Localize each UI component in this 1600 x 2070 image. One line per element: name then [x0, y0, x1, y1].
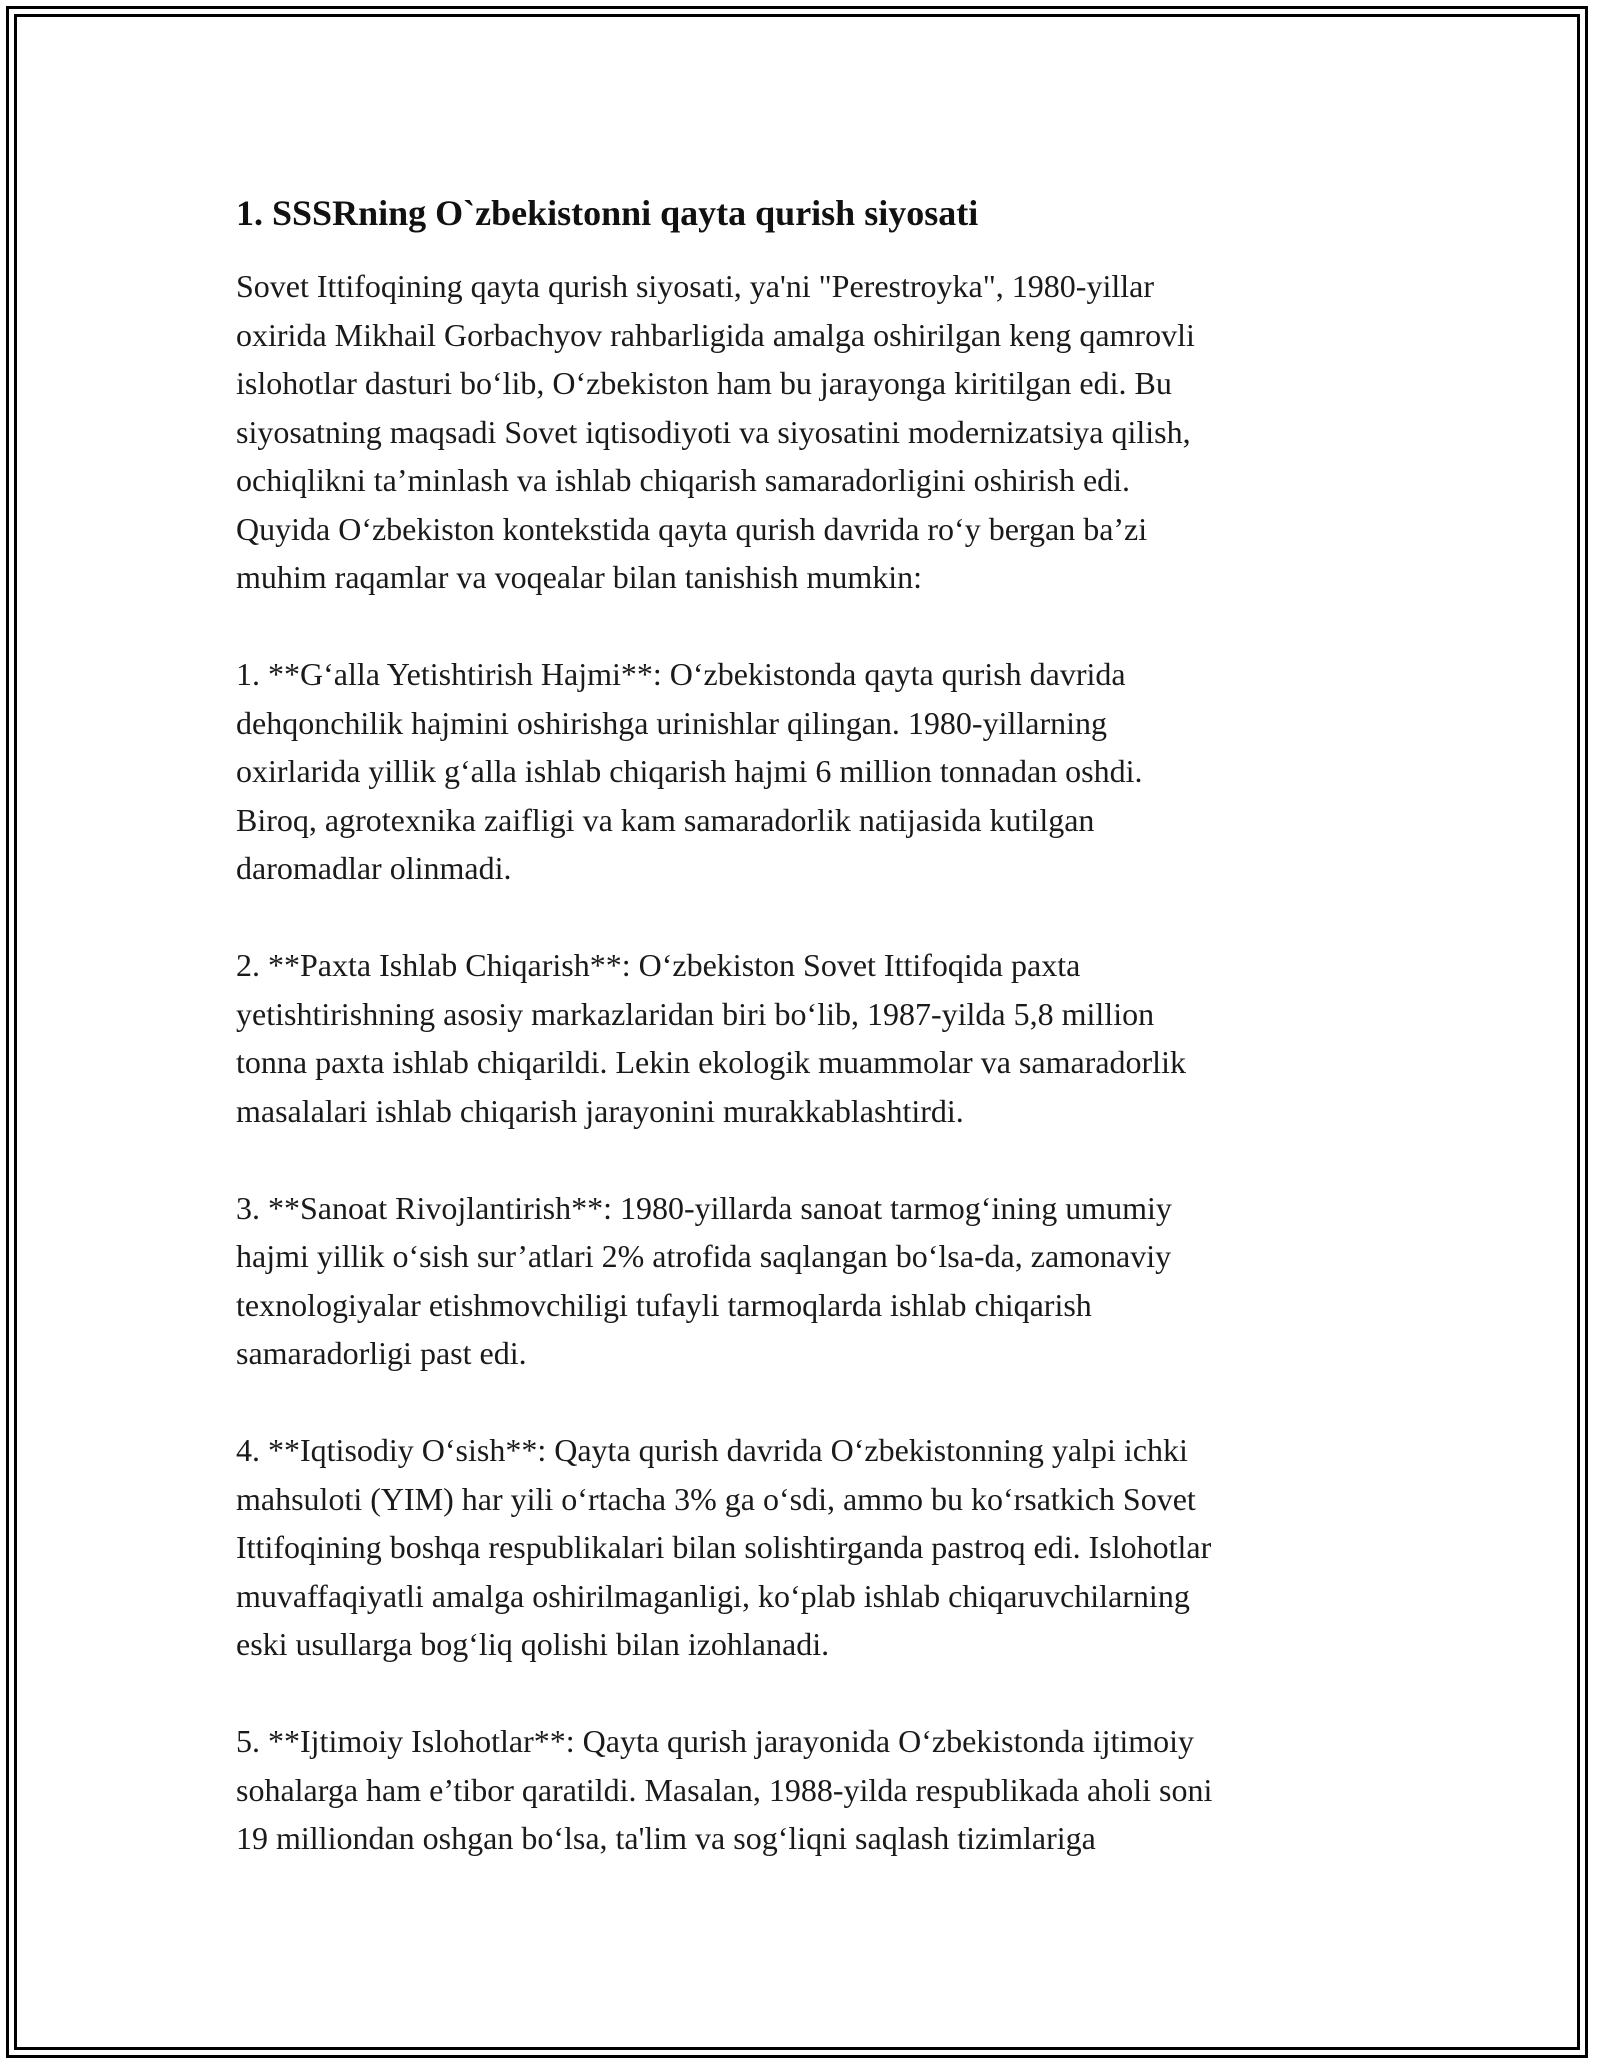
- paragraph-line: samaradorligi past edi.: [236, 1335, 527, 1371]
- document-title: 1. SSSRning O`zbekistonni qayta qurish siyosati: [236, 193, 979, 233]
- paragraph-line: oxirlarida yillik g‘alla ishlab chiqarish hajmi 6 million tonnadan oshdi.: [236, 753, 1143, 789]
- paragraph-social-reforms: [236, 1717, 1376, 1863]
- paragraph-line: texnologiyalar etishmovchiligi tufayli tarmoqlarda ishlab chiqarish: [236, 1286, 1092, 1323]
- paragraph-line: 4. **Iqtisodiy O‘sish**: Qayta qurish davrida O‘zbekistonning yalpi ichki: [236, 1432, 1188, 1468]
- paragraph-cotton: [236, 941, 1376, 1135]
- paragraph-line: Biroq, agrotexnika zaifligi va kam samaradorlik natijasida kutilgan: [236, 801, 1095, 838]
- paragraph-line: mahsuloti (YIM) har yili o‘rtacha 3% ga o‘sdi, ammo bu ko‘rsatkich Sovet: [236, 1480, 1196, 1517]
- paragraph-line: islohotlar dasturi bo‘lib, O‘zbekiston ham bu jarayonga kiritilgan edi. Bu: [236, 365, 1172, 401]
- paragraph-line: hajmi yillik o‘sish sur’atlari 2% atrofida saqlangan bo‘lsa-da, zamonaviy: [236, 1238, 1172, 1274]
- paragraph-economic-growth: [236, 1426, 1376, 1669]
- paragraph-line: 19 milliondan oshgan bo‘lsa, ta'lim va sog‘liqni saqlash tizimlariga: [236, 1820, 1096, 1856]
- paragraph-line: tonna paxta ishlab chiqarildi. Lekin ekologik muammolar va samaradorlik: [236, 1044, 1186, 1080]
- document-body: [236, 186, 1376, 1911]
- paragraph-line: 1. **G‘alla Yetishtirish Hajmi**: O‘zbekistonda qayta qurish davrida: [236, 656, 1126, 692]
- paragraph-grain: [236, 650, 1376, 893]
- paragraph-line: siyosatning maqsadi Sovet iqtisodiyoti va siyosatini modernizatsiya qilish,: [236, 413, 1191, 450]
- paragraph-line: eski usullarga bog‘liq qolishi bilan izohlanadi.: [236, 1626, 830, 1662]
- paragraph-line: muvaffaqiyatli amalga oshirilmaganligi, ko‘plab ishlab chiqaruvchilarning: [236, 1577, 1190, 1614]
- paragraph-line: 5. **Ijtimoiy Islohotlar**: Qayta qurish jarayonida O‘zbekistonda ijtimoiy: [236, 1723, 1195, 1759]
- paragraph-line: 2. **Paxta Ishlab Chiqarish**: O‘zbekiston Sovet Ittifoqida paxta: [236, 947, 1081, 983]
- paragraph-line: Quyida O‘zbekiston kontekstida qayta qurish davrida ro‘y bergan ba’zi: [236, 510, 1148, 547]
- paragraph-intro: [236, 262, 1376, 602]
- paragraph-line: masalalari ishlab chiqarish jarayonini murakkablashtirdi.: [236, 1092, 964, 1129]
- paragraph-line: 3. **Sanoat Rivojlantirish**: 1980-yillarda sanoat tarmog‘ining umumiy: [236, 1189, 1172, 1226]
- paragraph-line: oxirida Mikhail Gorbachyov rahbarligida amalga oshirilgan keng qamrovli: [236, 316, 1195, 353]
- paragraph-line: sohalarga ham e’tibor qaratildi. Masalan, 1988-yilda respublikada aholi soni: [236, 1771, 1213, 1808]
- paragraph-line: Ittifoqining boshqa respublikalari bilan solishtirganda pastroq edi. Islohotlar: [236, 1529, 1212, 1565]
- paragraph-line: Sovet Ittifoqining qayta qurish siyosati, ya'ni "Perestroyka", 1980-yillar: [236, 268, 1154, 304]
- paragraph-line: ochiqlikni ta’minlash va ishlab chiqarish samaradorligini oshirish edi.: [236, 462, 1131, 498]
- paragraph-line: dehqonchilik hajmini oshirishga urinishlar qilingan. 1980-yillarning: [236, 704, 1107, 741]
- paragraph-line: yetishtirishning asosiy markazlaridan biri bo‘lib, 1987-yilda 5,8 million: [236, 995, 1155, 1032]
- paragraph-industry: [236, 1184, 1376, 1378]
- paragraph-line: muhim raqamlar va voqealar bilan tanishish mumkin:: [236, 559, 923, 595]
- paragraph-line: daromadlar olinmadi.: [236, 850, 512, 886]
